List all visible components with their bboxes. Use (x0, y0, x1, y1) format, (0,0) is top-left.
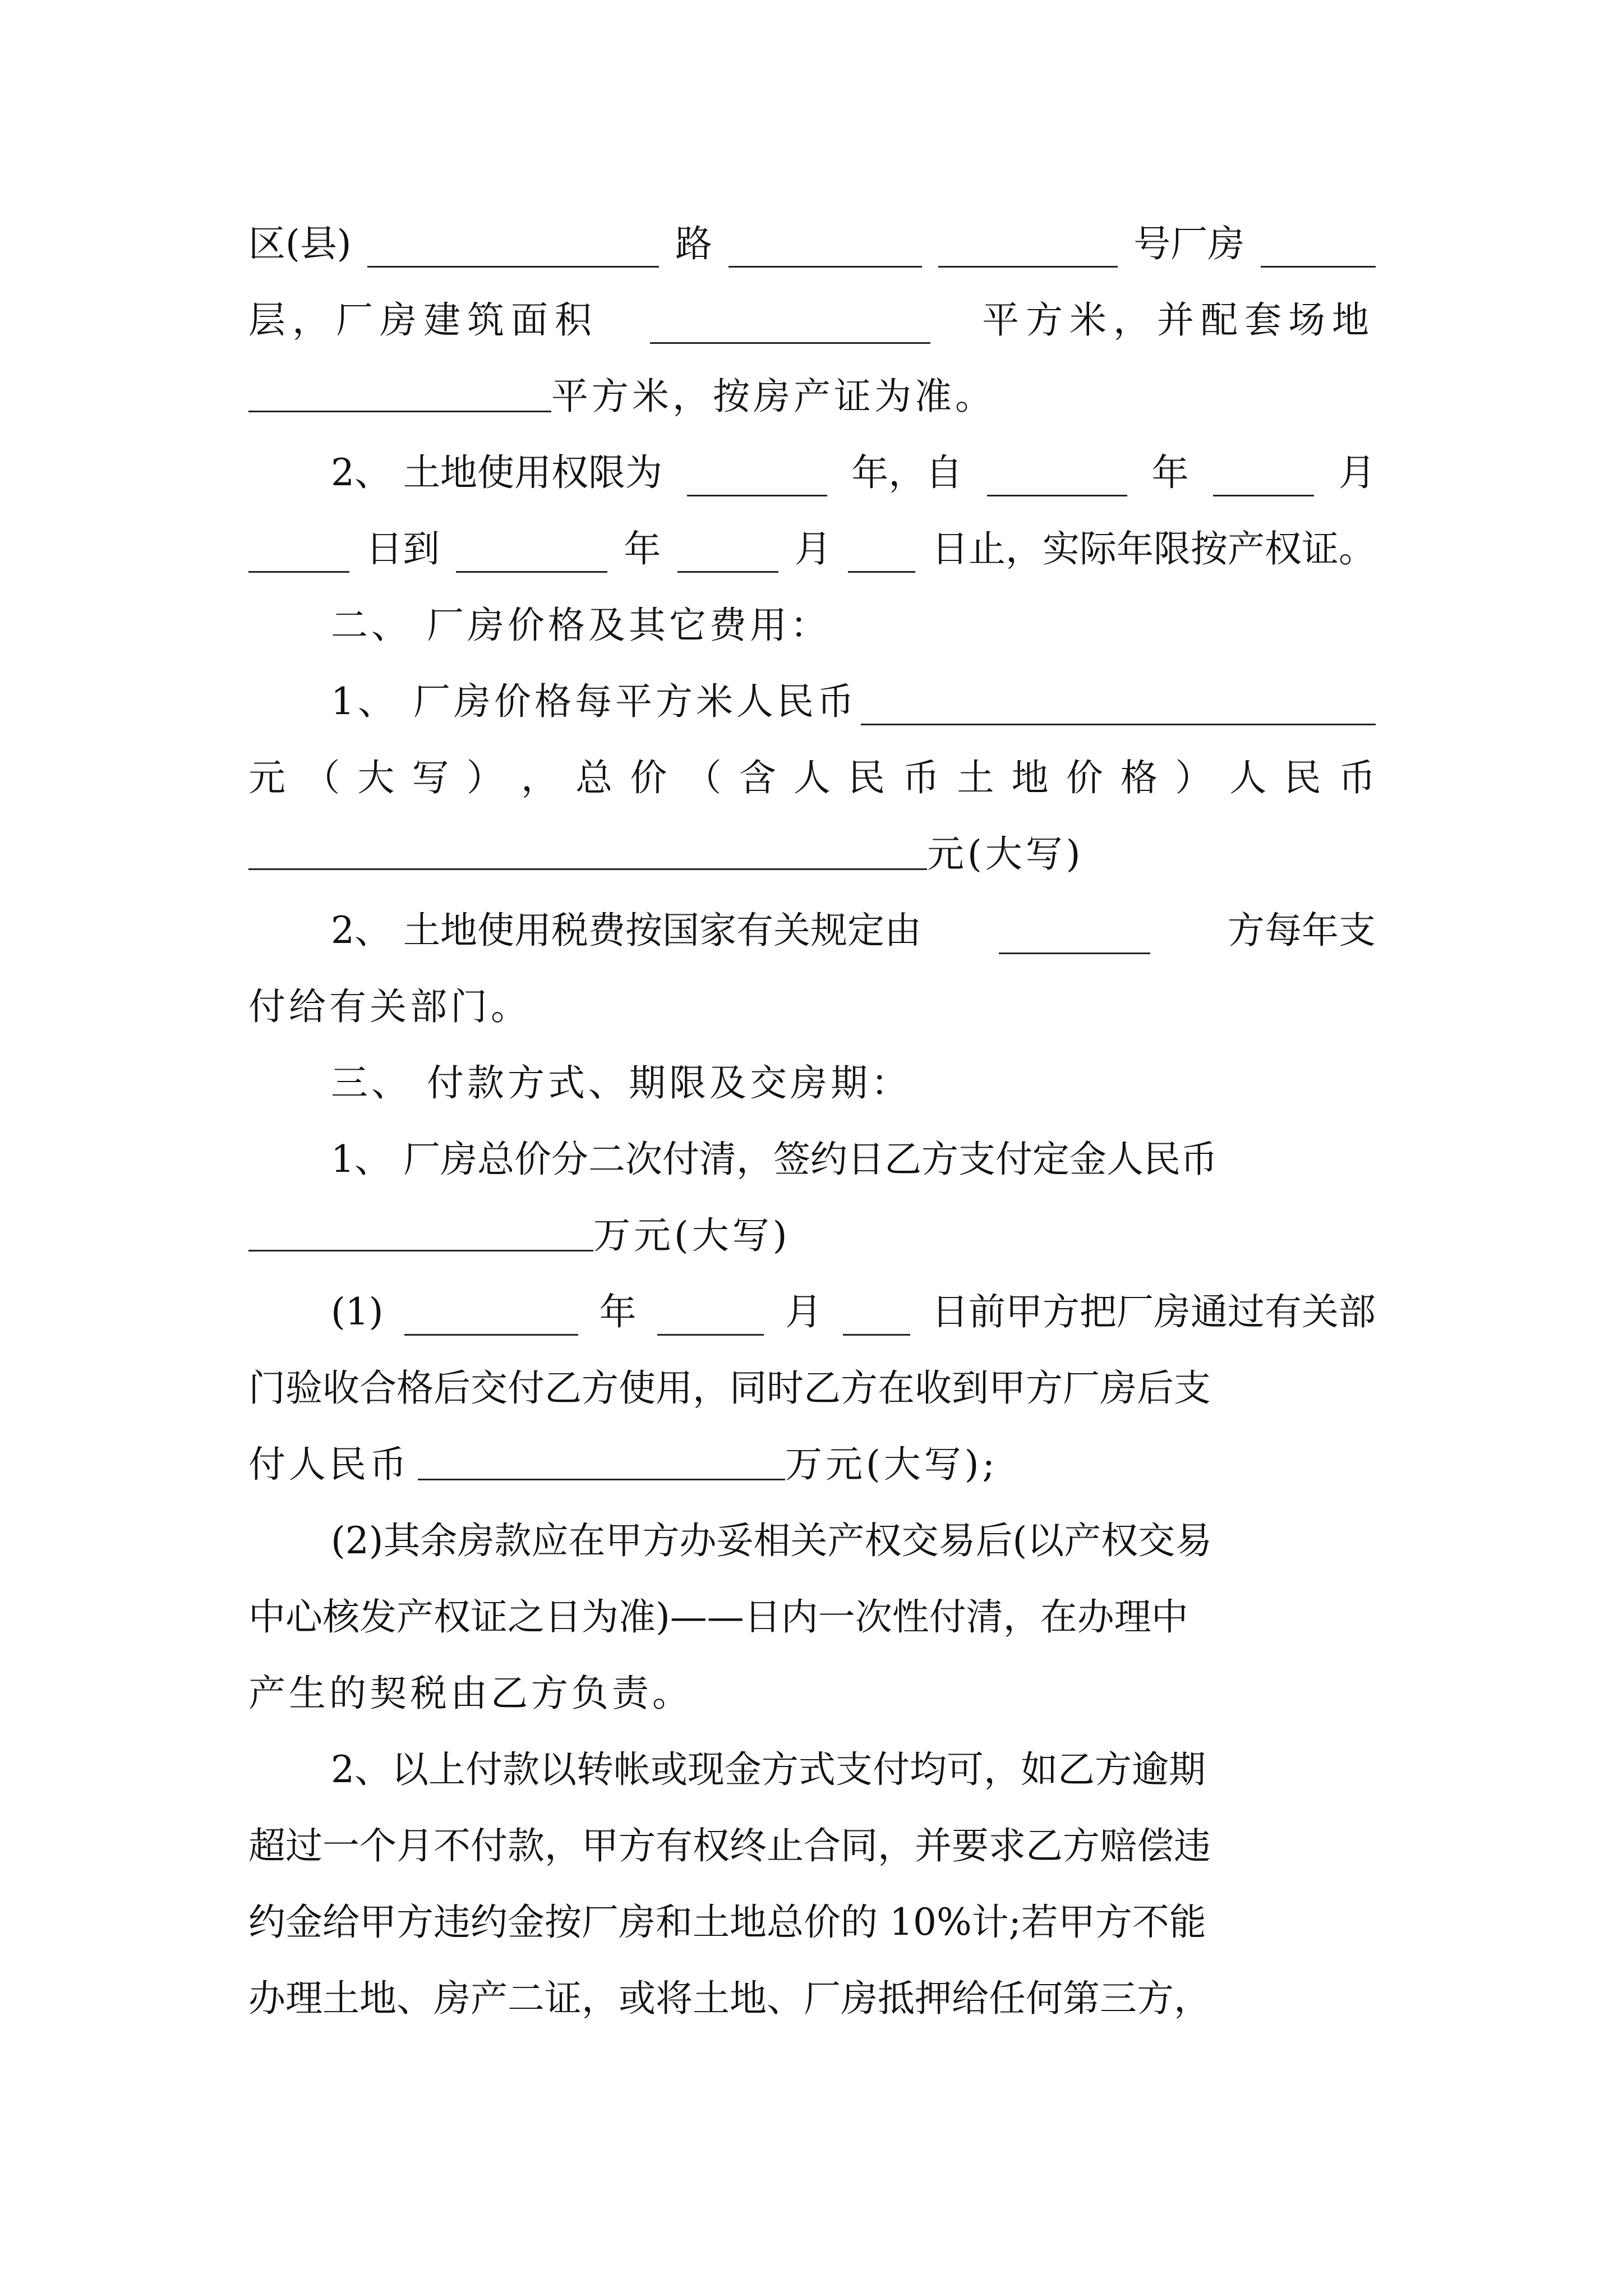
contract-line (331, 668, 1376, 735)
section-heading (331, 592, 1376, 659)
fill-blank[interactable] (404, 1289, 578, 1336)
line-text: 路 (675, 222, 712, 265)
line-text: 万元(大写); (785, 1443, 998, 1486)
line-text: 1、 厂房总价分二次付清，签约日乙方支付定金人民币 (331, 1138, 1218, 1181)
line-text: 门验收合格后交付乙方使用，同时乙方在收到甲方厂房后支 (248, 1366, 1211, 1410)
fill-blank[interactable] (367, 221, 659, 268)
contract-line (248, 210, 1376, 278)
line-char: 币 (902, 756, 940, 799)
contract-line (248, 821, 1376, 888)
line-char: 元 (248, 756, 285, 799)
contract-line (331, 1736, 1376, 1803)
line-char: 地 (1011, 756, 1049, 799)
contract-line (248, 363, 1376, 430)
line-text: 方每年支 (1227, 909, 1376, 952)
contract-line (331, 1126, 1376, 1193)
fill-blank[interactable] (987, 450, 1127, 496)
fill-blank[interactable] (1261, 221, 1376, 268)
line-text: 2、以上付款以转帐或现金方式支付均可，如乙方逾期 (331, 1748, 1206, 1791)
line-text: 1、 厂房价格每平方米人民币 (331, 680, 857, 723)
line-text: 年 (1151, 451, 1189, 494)
line-char: （ (684, 756, 722, 799)
contract-line (331, 439, 1376, 507)
line-char: 格 (1121, 756, 1158, 799)
line-text: 日前甲方把厂房通过有关部 (931, 1290, 1376, 1333)
fill-blank[interactable] (677, 526, 778, 573)
contract-line (248, 1889, 1376, 1956)
line-text: 超过一个月不付款，甲方有权终止合同，并要求乙方赔偿违 (248, 1824, 1211, 1867)
fill-blank[interactable] (999, 908, 1150, 954)
line-text: 日到 (366, 527, 440, 570)
line-char: ） (1175, 756, 1212, 799)
line-char: 人 (793, 756, 831, 799)
line-text: 层，厂房建筑面积 (248, 298, 598, 342)
fill-blank[interactable] (728, 221, 922, 268)
line-text: 二、 厂房价格及其它费用： (331, 604, 831, 647)
contract-line (331, 897, 1376, 964)
fill-blank[interactable] (248, 1205, 593, 1251)
line-text: 付人民币 (248, 1443, 410, 1486)
contract-line (248, 1355, 1376, 1422)
line-text: 平方米，按房产证为准。 (551, 375, 995, 418)
line-char: 写 (412, 756, 449, 799)
line-char: 人 (1229, 756, 1267, 799)
contract-line (248, 287, 1376, 354)
line-text: 日止，实际年限按产权证。 (931, 527, 1376, 570)
fill-blank[interactable] (456, 526, 607, 573)
line-text: 2、 土地使用权限为 (331, 451, 662, 494)
line-text: 办理土地、房产二证，或将土地、厂房抵押给任何第三方， (248, 1977, 1211, 2020)
line-text: 号厂房 (1133, 222, 1245, 265)
fill-blank[interactable] (248, 823, 927, 870)
contract-line (248, 1965, 1376, 2032)
line-text: (1) (331, 1290, 384, 1333)
fill-blank[interactable] (843, 1289, 910, 1336)
line-text: 产生的契税由乙方负责。 (248, 1672, 693, 1715)
contract-line (248, 1812, 1376, 1880)
contract-line (248, 1202, 1376, 1269)
fill-blank[interactable] (861, 679, 1376, 725)
fill-blank[interactable] (657, 1289, 764, 1336)
line-text: 万元(大写) (593, 1214, 791, 1257)
line-text: 区(县) (248, 222, 352, 265)
line-text: 年，自 (851, 451, 963, 494)
line-char: 价 (630, 756, 667, 799)
line-char: 币 (1338, 756, 1376, 799)
fill-blank[interactable] (248, 526, 349, 573)
line-text: 2、 土地使用税费按国家有关规定由 (331, 909, 921, 952)
line-text: 付给有关部门。 (248, 985, 531, 1028)
contract-line (248, 1584, 1376, 1651)
line-text: 月 (794, 527, 832, 570)
line-text: (2)其余房款应在甲方办妥相关产权交易后(以产权交易 (331, 1519, 1212, 1562)
contract-line (248, 973, 1376, 1041)
section-heading (331, 1050, 1376, 1117)
line-text: 年 (624, 527, 661, 570)
line-char: 价 (1066, 756, 1103, 799)
fill-blank[interactable] (1213, 450, 1314, 496)
contract-line (248, 516, 1376, 583)
line-char: 民 (848, 756, 886, 799)
contract-line (331, 1278, 1376, 1346)
line-text: 中心核发产权证之日为准)——日内一次性付清，在办理中 (248, 1595, 1188, 1639)
line-char: 土 (957, 756, 994, 799)
line-char: （ (303, 756, 340, 799)
contract-line (331, 1507, 1376, 1575)
line-text: 月 (785, 1290, 822, 1333)
line-char: 总 (575, 756, 613, 799)
line-char: 含 (739, 756, 776, 799)
fill-blank[interactable] (938, 221, 1118, 268)
line-text: 年 (599, 1290, 637, 1333)
line-char: ， (520, 756, 558, 799)
line-text: 元(大写) (927, 832, 1084, 876)
fill-blank[interactable] (418, 1434, 785, 1480)
line-char: ） (466, 756, 504, 799)
contract-line (248, 1660, 1376, 1727)
line-char: 大 (357, 756, 395, 799)
contract-line (248, 744, 1376, 812)
fill-blank[interactable] (650, 297, 930, 344)
fill-blank[interactable] (848, 526, 915, 573)
line-char: 民 (1284, 756, 1321, 799)
fill-blank[interactable] (248, 366, 551, 412)
line-text: 月 (1338, 451, 1376, 494)
line-text: 平方米，并配套场地 (982, 298, 1376, 342)
line-text: 约金给甲方违约金按厂房和土地总价的 10%计;若甲方不能 (248, 1901, 1206, 1944)
fill-blank[interactable] (687, 450, 827, 496)
line-text: 三、 付款方式、期限及交房期： (331, 1061, 911, 1105)
contract-line (248, 1431, 1376, 1498)
